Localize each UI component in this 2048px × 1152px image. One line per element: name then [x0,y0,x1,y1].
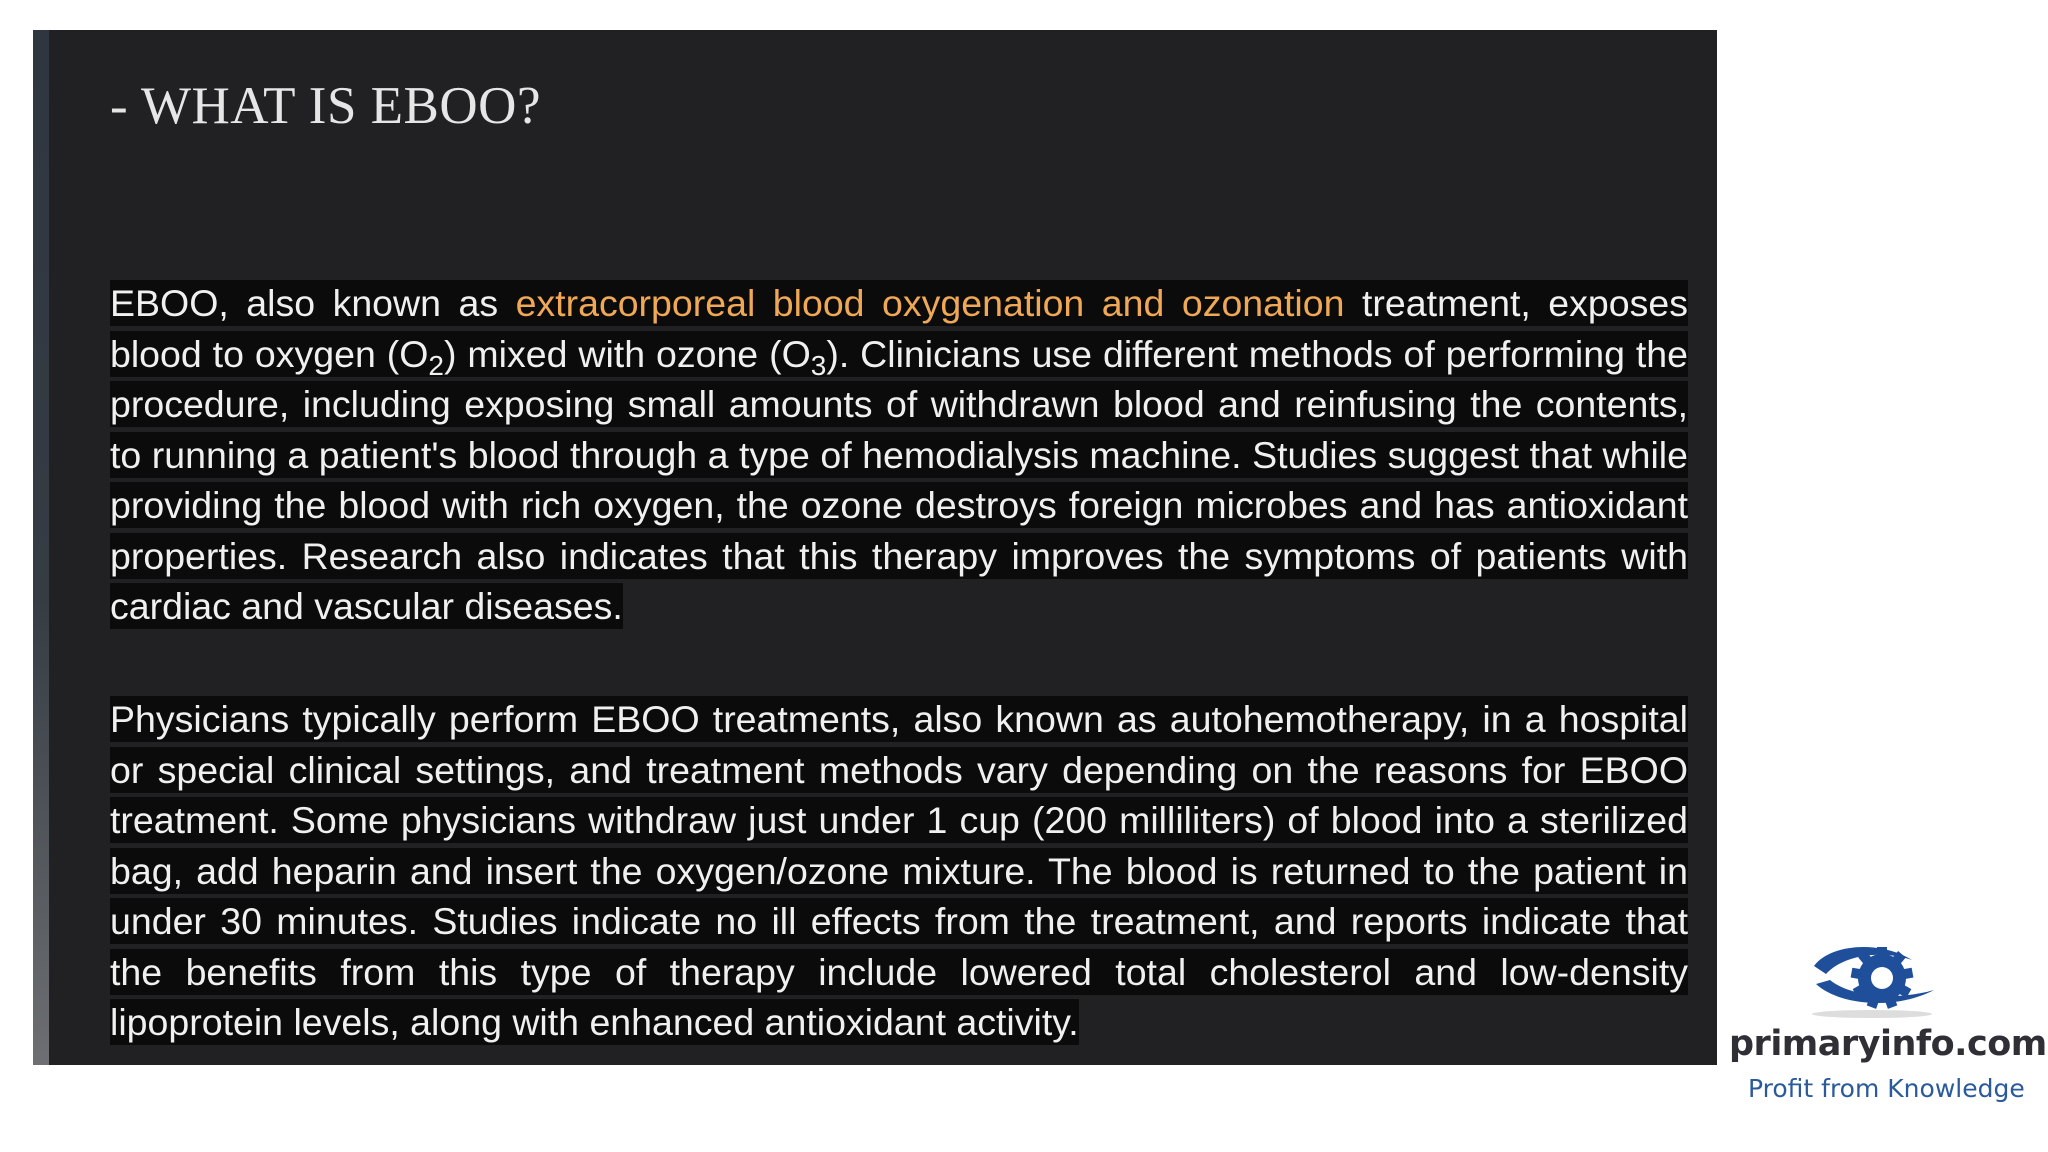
subscript-3: 3 [810,349,827,381]
paragraph-text-part1: treatment, exposes blood to oxygen (O [110,282,1688,375]
highlighted-term: extracorporeal blood oxygenation and ozonation [515,282,1345,324]
primaryinfo-logo [1720,940,2048,1115]
logo-wordmark: primaryinfo.com [1729,1024,2047,1064]
paragraph-treatment [110,694,1688,1048]
paragraph-text-part2: ) mixed with ozone (O [443,332,811,375]
slide-left-edge [33,30,49,1065]
paragraph-what-is-eboo [110,278,1688,632]
paragraph-intro: EBOO, also known as [110,282,516,324]
paragraph-text [110,280,1688,629]
gear-swoosh-logo-icon [1800,940,1950,1020]
logo-tagline: Profit from Knowledge [1748,1074,2025,1103]
slide-title: - WHAT IS EBOO? [110,77,541,135]
paragraph-text-part3: ). Clinicians use different methods of performing the procedure, including exposing small amounts of withdrawn blood and reinfusing the contents, to running a patient's blood through a type of hemodialysis machine. Studies suggest that while providing the blood with rich oxygen, the ozone destroys foreign microbes and has antioxidant properties. Research also indicates that this therapy improves the symptoms of patients with cardiac and vascular diseases. [110,332,1688,627]
slide [33,30,1717,1065]
subscript-2: 2 [428,349,444,381]
paragraph-text: Physicians typically perform EBOO treatments, also known as autohemotherapy, in a hospital or special clinical settings, and treatment methods vary depending on the reasons for EBOO treatment. Some physicians withdraw just under 1 cup (200 milliliters) of blood into a sterilized bag, add heparin and insert the oxygen/ozone mixture. The blood is returned to the patient in under 30 minutes. Studies indicate no ill effects from the treatment, and reports indicate that the benefits from this type of therapy include lowered total cholesterol and low-density lipoprotein levels, along with enhanced antioxidant activity. [110,698,1688,1043]
